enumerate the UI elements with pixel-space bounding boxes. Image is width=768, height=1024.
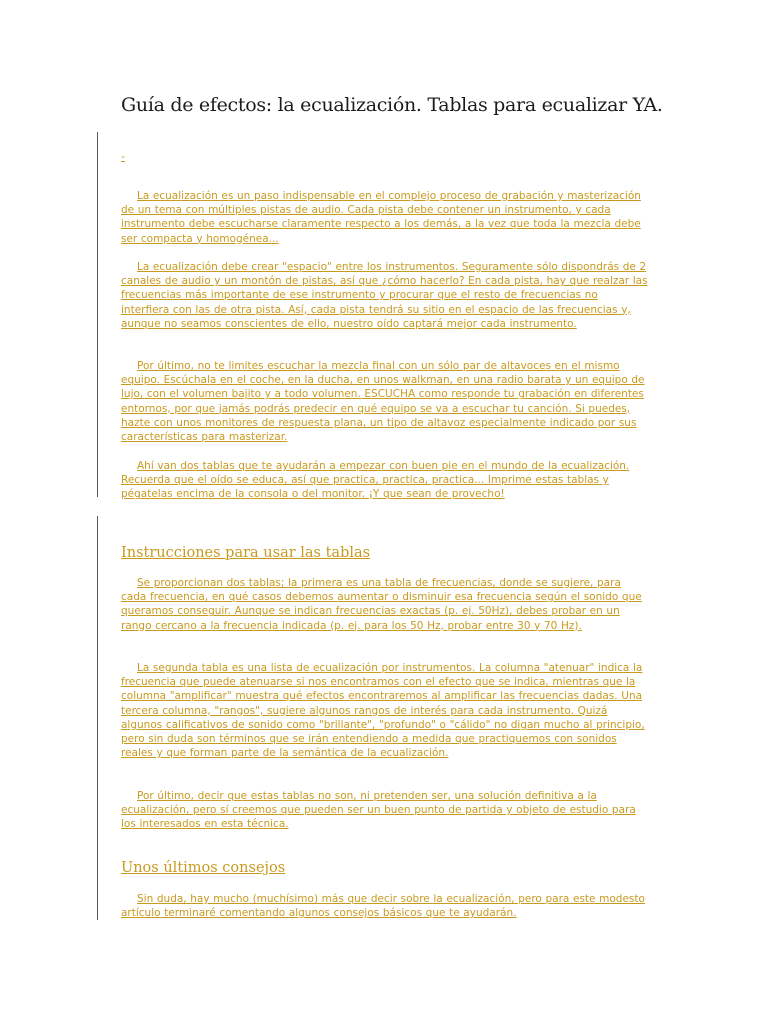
heading-consejos[interactable]: Unos últimos consejos	[121, 860, 286, 876]
intro-paragraph-1[interactable]: La ecualización es un paso indispensable en el complejo proceso de grabación y masterización de un tema con múltiples pistas de audio. Cada pista debe contener un instrumento, y cada instrumento debe escucharse claramente respecto a los demás, a la vez que toda la mezcla debe ser compacta y homogénea...	[121, 190, 641, 245]
separator-dash: -	[121, 150, 125, 163]
instrucciones-paragraph-2[interactable]: La segunda tabla es una lista de ecualización por instrumentos. La columna "atenuar" indica la frecuencia que puede atenuarse si nos encontramos con el efecto que se indica, mientras que la columna "amplificar" muestra qué efectos encontraremos al amplificar las frecuencias dadas. Una tercera columna, "rangos", sugiere algunos rangos de interés para cada instrumento. Quizá algunos calificativos de sonido como "brillante", "profundo" o "cálido" no digan mucho al principio, pero sin duda son términos que se irán entendiendo a medida que practiquemos con sonidos reales y que forman parte de la semántica de la ecualización.	[121, 662, 645, 760]
margin-rule-top	[97, 132, 98, 497]
instrucciones-paragraph-1[interactable]: Se proporcionan dos tablas; la primera es una tabla de frecuencias, donde se sugiere, para cada frecuencia, en qué casos debemos aumentar o disminuir esa frecuencia según el sonido que queramos conseguir. Aunque se indican frecuencias exactas (p. ej. 50Hz), debes probar en un rango cercano a la frecuencia indicada (p. ej. para los 50 Hz, probar entre 30 y 70 Hz).	[121, 577, 642, 632]
page-title: Guía de efectos: la ecualización. Tablas para ecualizar YA.	[121, 94, 663, 116]
margin-rule-bottom	[97, 516, 98, 920]
instrucciones-paragraph-3[interactable]: Por último, decir que estas tablas no son, ni pretenden ser, una solución definitiva a la ecualización, pero sí creemos que pueden ser un buen punto de partida y objeto de estudio para los interesados en esta técnica.	[121, 790, 636, 831]
intro-paragraph-4[interactable]: Ahí van dos tablas que te ayudarán a empezar con buen pie en el mundo de la ecualización. Recuerda que el oído se educa, así que practica, practica, practica... Imprime estas tablas y pégatelas encima de la consola o del monitor. ¡Y que sean de provecho!	[121, 460, 630, 501]
heading-instrucciones[interactable]: Instrucciones para usar las tablas	[121, 545, 371, 561]
consejos-paragraph-1[interactable]: Sin duda, hay mucho (muchísimo) más que decir sobre la ecualización, pero para este modesto artículo terminaré comentando algunos consejos básicos que te ayudarán.	[121, 893, 645, 920]
article-body	[121, 150, 649, 920]
intro-paragraph-2[interactable]: La ecualización debe crear "espacio" entre los instrumentos. Seguramente sólo dispondrás de 2 canales de audio y un montón de pistas, así que ¿cómo hacerlo? En cada pista, hay que realzar las frecuencias más importante de ese instrumento y procurar que el resto de frecuencias no interfiera con las de otra pista. Así, cada pista tendrá su sitio en el espacio de las frecuencias y, aunque no seamos conscientes de ello, nuestro oído captará mejor cada instrumento.	[121, 261, 648, 330]
intro-paragraph-3[interactable]: Por último, no te limites escuchar la mezcla final con un sólo par de altavoces en el mismo equipo. Escúchala en el coche, en la ducha, en unos walkman, en una radio barata y un equipo de lujo, con el volumen bajito y a todo volumen. ESCUCHA como responde tu grabación en diferentes entornos, por que jamás podrás predecir en qué equipo se va a escuchar tu canción. Si puedes, hazte con unos monitores de respuesta plana, un tipo de altavoz especialmente indicado por sus características para masterizar.	[121, 360, 645, 444]
